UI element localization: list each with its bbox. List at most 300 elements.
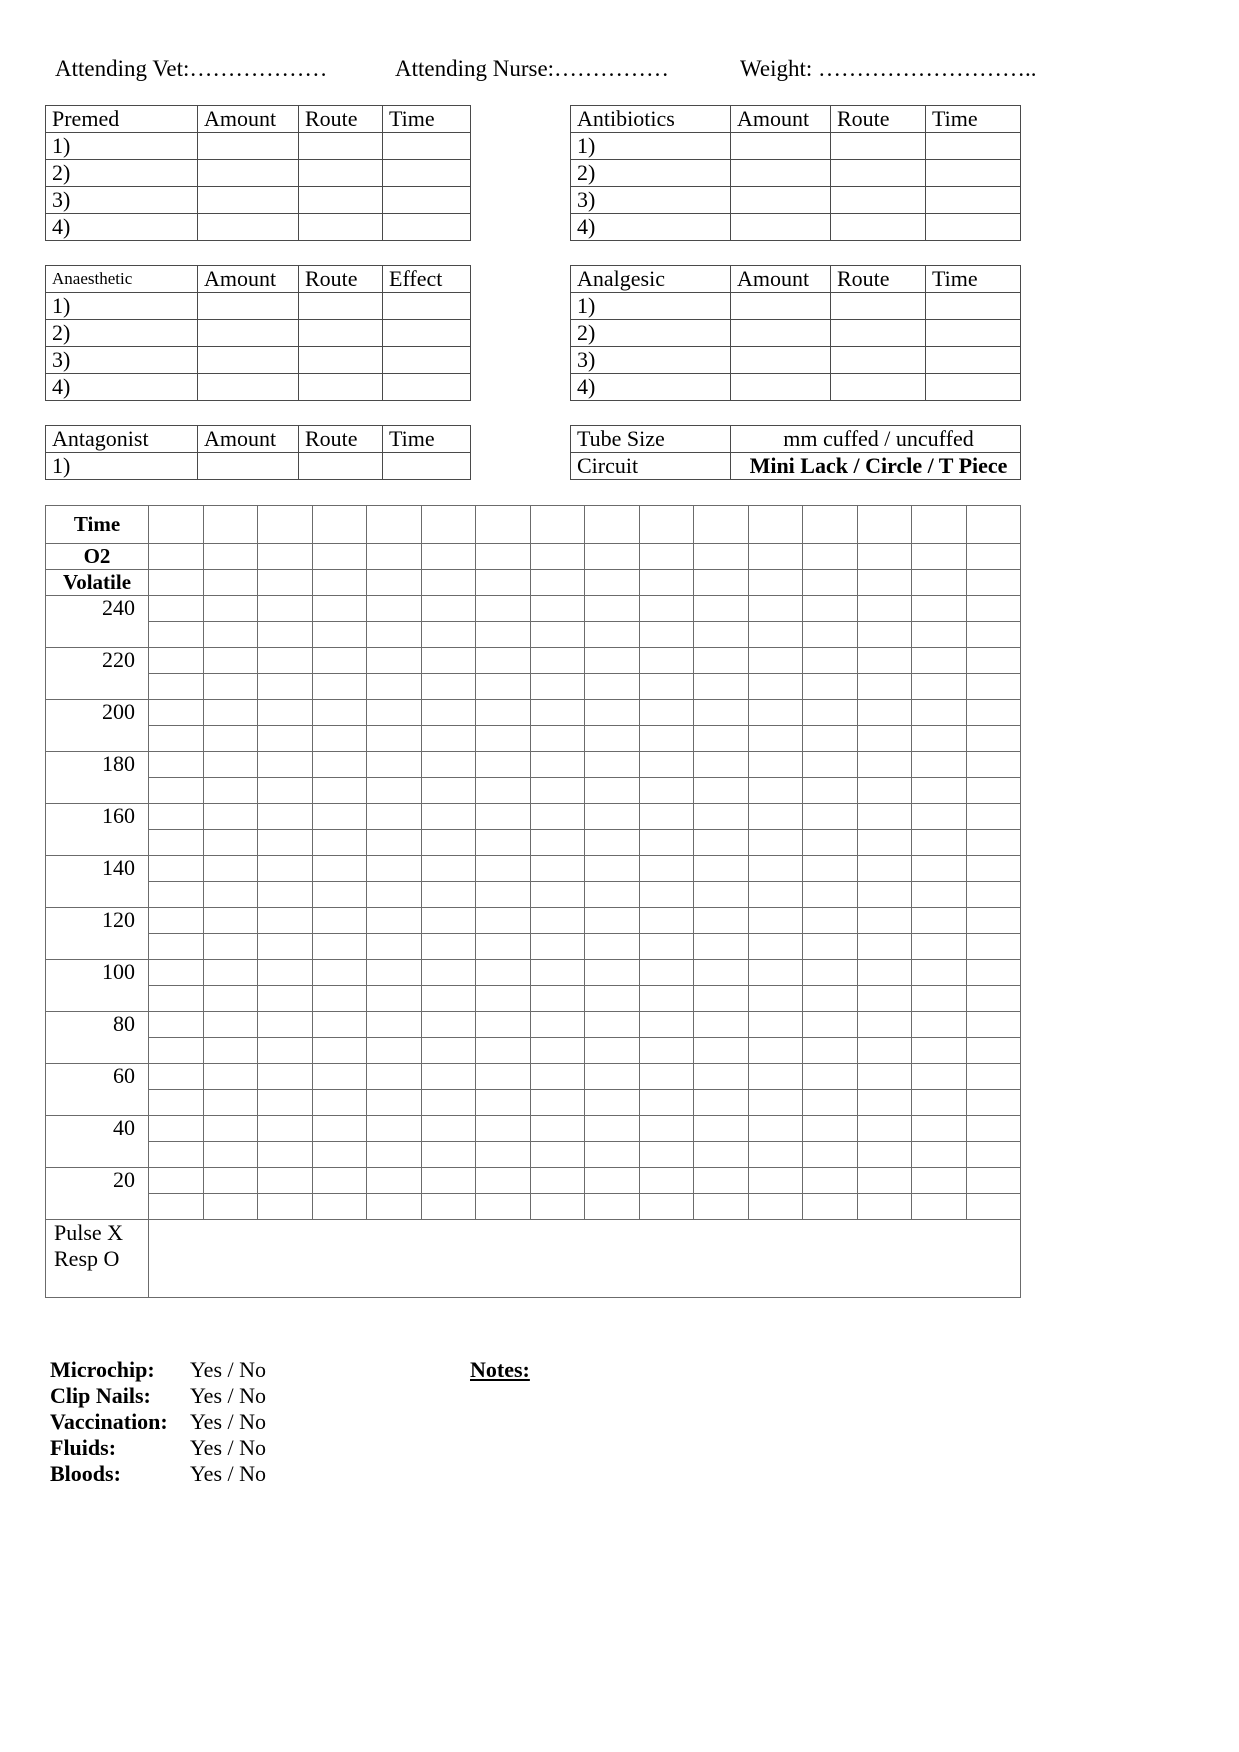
chart-o2-cell[interactable] xyxy=(857,544,912,570)
chart-plot-cell[interactable] xyxy=(803,830,858,856)
chart-plot-cell[interactable] xyxy=(476,1064,531,1090)
chart-plot-cell[interactable] xyxy=(912,726,967,752)
chart-plot-cell[interactable] xyxy=(694,622,749,648)
chart-plot-cell[interactable] xyxy=(966,908,1021,934)
chart-plot-cell[interactable] xyxy=(476,1090,531,1116)
chart-plot-cell[interactable] xyxy=(857,1038,912,1064)
chart-plot-cell[interactable] xyxy=(694,908,749,934)
chart-plot-cell[interactable] xyxy=(803,908,858,934)
chart-plot-cell[interactable] xyxy=(748,1038,803,1064)
chart-plot-cell[interactable] xyxy=(203,596,258,622)
chart-plot-cell[interactable] xyxy=(803,674,858,700)
premed-route-4[interactable] xyxy=(299,214,383,241)
chart-plot-cell[interactable] xyxy=(639,804,694,830)
chart-plot-cell[interactable] xyxy=(476,700,531,726)
chart-o2-cell[interactable] xyxy=(258,544,313,570)
chart-plot-cell[interactable] xyxy=(966,1194,1021,1220)
chart-plot-cell[interactable] xyxy=(149,700,204,726)
chart-time-cell[interactable] xyxy=(149,506,204,544)
chart-plot-cell[interactable] xyxy=(585,674,640,700)
anaesthetic-route-3[interactable] xyxy=(299,347,383,374)
chart-plot-cell[interactable] xyxy=(203,1194,258,1220)
analgesic-route-4[interactable] xyxy=(831,374,926,401)
chart-plot-cell[interactable] xyxy=(530,1168,585,1194)
chart-plot-cell[interactable] xyxy=(585,934,640,960)
chart-plot-cell[interactable] xyxy=(367,700,422,726)
chart-plot-cell[interactable] xyxy=(203,622,258,648)
premed-route-1[interactable] xyxy=(299,133,383,160)
chart-plot-cell[interactable] xyxy=(476,1194,531,1220)
chart-plot-cell[interactable] xyxy=(530,1194,585,1220)
chart-o2-cell[interactable] xyxy=(149,544,204,570)
chart-plot-cell[interactable] xyxy=(585,960,640,986)
chart-plot-cell[interactable] xyxy=(966,648,1021,674)
chart-plot-cell[interactable] xyxy=(530,882,585,908)
chart-plot-cell[interactable] xyxy=(694,934,749,960)
chart-plot-cell[interactable] xyxy=(530,726,585,752)
chart-plot-cell[interactable] xyxy=(966,1090,1021,1116)
chart-plot-cell[interactable] xyxy=(912,1038,967,1064)
chart-volatile-cell[interactable] xyxy=(203,570,258,596)
chart-plot-cell[interactable] xyxy=(421,986,476,1012)
chart-o2-cell[interactable] xyxy=(421,544,476,570)
chart-plot-cell[interactable] xyxy=(421,726,476,752)
chart-plot-cell[interactable] xyxy=(694,1194,749,1220)
chart-plot-cell[interactable] xyxy=(857,622,912,648)
chart-plot-cell[interactable] xyxy=(748,1168,803,1194)
chart-plot-cell[interactable] xyxy=(367,1194,422,1220)
chart-plot-cell[interactable] xyxy=(476,1142,531,1168)
chart-plot-cell[interactable] xyxy=(476,596,531,622)
chart-plot-cell[interactable] xyxy=(149,1012,204,1038)
chart-plot-cell[interactable] xyxy=(639,622,694,648)
chart-plot-cell[interactable] xyxy=(476,908,531,934)
chart-plot-cell[interactable] xyxy=(966,700,1021,726)
chart-plot-cell[interactable] xyxy=(639,1090,694,1116)
chart-plot-cell[interactable] xyxy=(367,752,422,778)
chart-plot-cell[interactable] xyxy=(585,726,640,752)
chart-plot-cell[interactable] xyxy=(203,1142,258,1168)
chart-time-cell[interactable] xyxy=(476,506,531,544)
chart-plot-cell[interactable] xyxy=(585,648,640,674)
chart-plot-cell[interactable] xyxy=(966,986,1021,1012)
chart-plot-cell[interactable] xyxy=(258,986,313,1012)
chart-plot-cell[interactable] xyxy=(312,648,367,674)
chart-plot-cell[interactable] xyxy=(149,752,204,778)
chart-plot-cell[interactable] xyxy=(639,700,694,726)
chart-plot-cell[interactable] xyxy=(421,622,476,648)
chart-plot-cell[interactable] xyxy=(857,804,912,830)
chart-plot-cell[interactable] xyxy=(912,830,967,856)
chart-plot-cell[interactable] xyxy=(694,1012,749,1038)
chart-plot-cell[interactable] xyxy=(912,596,967,622)
chart-plot-cell[interactable] xyxy=(857,934,912,960)
chart-plot-cell[interactable] xyxy=(966,804,1021,830)
anaesthetic-amount-1[interactable] xyxy=(198,293,299,320)
chart-plot-cell[interactable] xyxy=(530,1064,585,1090)
chart-plot-cell[interactable] xyxy=(476,1038,531,1064)
chart-plot-cell[interactable] xyxy=(149,1168,204,1194)
chart-plot-cell[interactable] xyxy=(748,700,803,726)
chart-plot-cell[interactable] xyxy=(966,726,1021,752)
chart-plot-cell[interactable] xyxy=(803,752,858,778)
chart-plot-cell[interactable] xyxy=(421,674,476,700)
antibiotics-amount-4[interactable] xyxy=(731,214,831,241)
analgesic-route-2[interactable] xyxy=(831,320,926,347)
chart-plot-cell[interactable] xyxy=(312,1116,367,1142)
premed-time-1[interactable] xyxy=(383,133,471,160)
chart-plot-cell[interactable] xyxy=(312,882,367,908)
chart-plot-cell[interactable] xyxy=(694,960,749,986)
chart-o2-cell[interactable] xyxy=(803,544,858,570)
chart-plot-cell[interactable] xyxy=(258,804,313,830)
chart-plot-cell[interactable] xyxy=(149,674,204,700)
anaesthetic-effect-1[interactable] xyxy=(383,293,471,320)
chart-plot-cell[interactable] xyxy=(694,648,749,674)
chart-plot-cell[interactable] xyxy=(312,778,367,804)
chart-plot-cell[interactable] xyxy=(530,596,585,622)
chart-plot-cell[interactable] xyxy=(912,622,967,648)
chart-plot-cell[interactable] xyxy=(367,908,422,934)
chart-plot-cell[interactable] xyxy=(585,1064,640,1090)
chart-plot-cell[interactable] xyxy=(203,752,258,778)
chart-plot-cell[interactable] xyxy=(476,752,531,778)
chart-plot-cell[interactable] xyxy=(476,882,531,908)
chart-plot-cell[interactable] xyxy=(639,648,694,674)
chart-plot-cell[interactable] xyxy=(312,700,367,726)
chart-o2-cell[interactable] xyxy=(639,544,694,570)
chart-plot-cell[interactable] xyxy=(203,1012,258,1038)
chart-plot-cell[interactable] xyxy=(912,934,967,960)
chart-plot-cell[interactable] xyxy=(912,1012,967,1038)
antagonist-amount-1[interactable] xyxy=(198,453,299,480)
chart-plot-cell[interactable] xyxy=(857,700,912,726)
chart-plot-cell[interactable] xyxy=(203,830,258,856)
chart-plot-cell[interactable] xyxy=(203,700,258,726)
chart-plot-cell[interactable] xyxy=(912,804,967,830)
analgesic-amount-2[interactable] xyxy=(731,320,831,347)
chart-plot-cell[interactable] xyxy=(367,674,422,700)
chart-plot-cell[interactable] xyxy=(421,1038,476,1064)
chart-plot-cell[interactable] xyxy=(258,700,313,726)
anaesthetic-route-1[interactable] xyxy=(299,293,383,320)
chart-time-cell[interactable] xyxy=(912,506,967,544)
antibiotics-time-3[interactable] xyxy=(926,187,1021,214)
chart-plot-cell[interactable] xyxy=(585,908,640,934)
chart-plot-cell[interactable] xyxy=(476,1116,531,1142)
anaesthetic-effect-4[interactable] xyxy=(383,374,471,401)
chart-plot-cell[interactable] xyxy=(258,778,313,804)
chart-plot-cell[interactable] xyxy=(149,1116,204,1142)
chart-plot-cell[interactable] xyxy=(149,830,204,856)
chart-plot-cell[interactable] xyxy=(203,882,258,908)
chart-plot-cell[interactable] xyxy=(585,1142,640,1168)
chart-plot-cell[interactable] xyxy=(203,804,258,830)
chart-plot-cell[interactable] xyxy=(748,804,803,830)
chart-volatile-cell[interactable] xyxy=(639,570,694,596)
chart-plot-cell[interactable] xyxy=(312,908,367,934)
chart-plot-cell[interactable] xyxy=(258,1194,313,1220)
chart-plot-cell[interactable] xyxy=(803,986,858,1012)
chart-o2-cell[interactable] xyxy=(476,544,531,570)
chart-plot-cell[interactable] xyxy=(857,726,912,752)
chart-plot-cell[interactable] xyxy=(476,674,531,700)
chart-plot-cell[interactable] xyxy=(149,882,204,908)
chart-volatile-cell[interactable] xyxy=(258,570,313,596)
chart-plot-cell[interactable] xyxy=(639,882,694,908)
chart-plot-cell[interactable] xyxy=(149,1194,204,1220)
chart-plot-cell[interactable] xyxy=(694,1168,749,1194)
chart-o2-cell[interactable] xyxy=(203,544,258,570)
analgesic-amount-4[interactable] xyxy=(731,374,831,401)
chart-plot-cell[interactable] xyxy=(966,1012,1021,1038)
chart-plot-cell[interactable] xyxy=(258,1090,313,1116)
chart-time-cell[interactable] xyxy=(639,506,694,544)
chart-plot-cell[interactable] xyxy=(857,1116,912,1142)
chart-plot-cell[interactable] xyxy=(966,1116,1021,1142)
chart-plot-cell[interactable] xyxy=(476,1012,531,1038)
chart-plot-cell[interactable] xyxy=(803,648,858,674)
chart-plot-cell[interactable] xyxy=(857,1090,912,1116)
chart-plot-cell[interactable] xyxy=(203,934,258,960)
premed-time-3[interactable] xyxy=(383,187,471,214)
chart-volatile-cell[interactable] xyxy=(966,570,1021,596)
chart-plot-cell[interactable] xyxy=(421,1090,476,1116)
chart-plot-cell[interactable] xyxy=(203,778,258,804)
chart-plot-cell[interactable] xyxy=(857,882,912,908)
antibiotics-time-1[interactable] xyxy=(926,133,1021,160)
chart-plot-cell[interactable] xyxy=(258,1168,313,1194)
chart-plot-cell[interactable] xyxy=(694,752,749,778)
chart-plot-cell[interactable] xyxy=(748,830,803,856)
chart-plot-cell[interactable] xyxy=(966,960,1021,986)
chart-o2-cell[interactable] xyxy=(530,544,585,570)
chart-plot-cell[interactable] xyxy=(803,882,858,908)
chart-plot-cell[interactable] xyxy=(639,960,694,986)
chart-plot-cell[interactable] xyxy=(476,648,531,674)
chart-plot-cell[interactable] xyxy=(258,856,313,882)
premed-time-4[interactable] xyxy=(383,214,471,241)
chart-plot-cell[interactable] xyxy=(312,934,367,960)
chart-plot-cell[interactable] xyxy=(694,882,749,908)
chart-plot-cell[interactable] xyxy=(585,778,640,804)
analgesic-time-4[interactable] xyxy=(926,374,1021,401)
chart-plot-cell[interactable] xyxy=(966,778,1021,804)
chart-volatile-cell[interactable] xyxy=(585,570,640,596)
chart-plot-cell[interactable] xyxy=(367,1012,422,1038)
chart-plot-cell[interactable] xyxy=(857,856,912,882)
chart-plot-cell[interactable] xyxy=(258,882,313,908)
chart-plot-cell[interactable] xyxy=(966,1064,1021,1090)
chart-plot-cell[interactable] xyxy=(312,1012,367,1038)
chart-plot-cell[interactable] xyxy=(149,1142,204,1168)
analgesic-time-3[interactable] xyxy=(926,347,1021,374)
chart-plot-cell[interactable] xyxy=(748,752,803,778)
chart-plot-cell[interactable] xyxy=(857,960,912,986)
chart-plot-cell[interactable] xyxy=(258,1038,313,1064)
chart-plot-cell[interactable] xyxy=(857,648,912,674)
chart-plot-cell[interactable] xyxy=(585,1038,640,1064)
chart-plot-cell[interactable] xyxy=(149,1038,204,1064)
chart-plot-cell[interactable] xyxy=(367,830,422,856)
chart-plot-cell[interactable] xyxy=(639,674,694,700)
chart-plot-cell[interactable] xyxy=(748,908,803,934)
chart-plot-cell[interactable] xyxy=(803,778,858,804)
chart-plot-cell[interactable] xyxy=(966,1168,1021,1194)
chart-time-cell[interactable] xyxy=(312,506,367,544)
antibiotics-route-3[interactable] xyxy=(831,187,926,214)
chart-plot-cell[interactable] xyxy=(258,648,313,674)
chart-plot-cell[interactable] xyxy=(312,596,367,622)
chart-plot-cell[interactable] xyxy=(421,596,476,622)
chart-plot-cell[interactable] xyxy=(912,1090,967,1116)
chart-plot-cell[interactable] xyxy=(421,700,476,726)
chart-plot-cell[interactable] xyxy=(966,1142,1021,1168)
chart-plot-cell[interactable] xyxy=(367,1142,422,1168)
chart-plot-cell[interactable] xyxy=(312,830,367,856)
chart-plot-cell[interactable] xyxy=(694,1090,749,1116)
chart-plot-cell[interactable] xyxy=(912,1168,967,1194)
chart-plot-cell[interactable] xyxy=(367,648,422,674)
chart-volatile-cell[interactable] xyxy=(421,570,476,596)
chart-plot-cell[interactable] xyxy=(367,1116,422,1142)
chart-plot-cell[interactable] xyxy=(312,1168,367,1194)
anaesthetic-amount-3[interactable] xyxy=(198,347,299,374)
chart-plot-cell[interactable] xyxy=(694,986,749,1012)
chart-plot-cell[interactable] xyxy=(312,622,367,648)
chart-volatile-cell[interactable] xyxy=(694,570,749,596)
premed-amount-2[interactable] xyxy=(198,160,299,187)
chart-plot-cell[interactable] xyxy=(639,1194,694,1220)
chart-plot-cell[interactable] xyxy=(803,804,858,830)
chart-plot-cell[interactable] xyxy=(258,908,313,934)
chart-plot-cell[interactable] xyxy=(803,726,858,752)
chart-plot-cell[interactable] xyxy=(857,1168,912,1194)
chart-plot-cell[interactable] xyxy=(966,752,1021,778)
chart-plot-cell[interactable] xyxy=(421,1194,476,1220)
chart-plot-cell[interactable] xyxy=(203,674,258,700)
chart-plot-cell[interactable] xyxy=(530,700,585,726)
chart-plot-cell[interactable] xyxy=(694,1142,749,1168)
chart-plot-cell[interactable] xyxy=(421,1012,476,1038)
chart-plot-cell[interactable] xyxy=(912,1064,967,1090)
chart-time-cell[interactable] xyxy=(585,506,640,544)
chart-plot-cell[interactable] xyxy=(639,596,694,622)
attending-nurse-field[interactable]: Attending Nurse:…………… xyxy=(395,56,670,81)
chart-time-cell[interactable] xyxy=(857,506,912,544)
chart-o2-cell[interactable] xyxy=(585,544,640,570)
chart-plot-cell[interactable] xyxy=(530,1142,585,1168)
chart-o2-cell[interactable] xyxy=(367,544,422,570)
chart-plot-cell[interactable] xyxy=(912,856,967,882)
chart-plot-cell[interactable] xyxy=(476,960,531,986)
chart-volatile-cell[interactable] xyxy=(149,570,204,596)
chart-plot-cell[interactable] xyxy=(312,1038,367,1064)
chart-plot-cell[interactable] xyxy=(639,934,694,960)
chart-plot-cell[interactable] xyxy=(748,1194,803,1220)
chart-plot-cell[interactable] xyxy=(149,726,204,752)
premed-route-2[interactable] xyxy=(299,160,383,187)
chart-plot-cell[interactable] xyxy=(530,674,585,700)
chart-time-cell[interactable] xyxy=(203,506,258,544)
chart-plot-cell[interactable] xyxy=(149,778,204,804)
attending-vet-field[interactable]: Attending Vet:……………… xyxy=(55,56,328,81)
chart-plot-cell[interactable] xyxy=(149,934,204,960)
analgesic-time-1[interactable] xyxy=(926,293,1021,320)
chart-plot-cell[interactable] xyxy=(803,856,858,882)
chart-plot-cell[interactable] xyxy=(585,1116,640,1142)
chart-time-cell[interactable] xyxy=(694,506,749,544)
chart-plot-cell[interactable] xyxy=(149,804,204,830)
chart-plot-cell[interactable] xyxy=(203,726,258,752)
chart-plot-cell[interactable] xyxy=(694,804,749,830)
chart-plot-cell[interactable] xyxy=(421,1064,476,1090)
chart-plot-cell[interactable] xyxy=(258,674,313,700)
chart-plot-cell[interactable] xyxy=(803,1012,858,1038)
chart-plot-cell[interactable] xyxy=(694,1038,749,1064)
chart-plot-cell[interactable] xyxy=(258,1142,313,1168)
chart-plot-cell[interactable] xyxy=(803,1064,858,1090)
chart-plot-cell[interactable] xyxy=(476,804,531,830)
chart-plot-cell[interactable] xyxy=(312,960,367,986)
chart-plot-cell[interactable] xyxy=(912,1194,967,1220)
chart-plot-cell[interactable] xyxy=(203,908,258,934)
chart-plot-cell[interactable] xyxy=(367,856,422,882)
chart-plot-cell[interactable] xyxy=(421,648,476,674)
antibiotics-time-4[interactable] xyxy=(926,214,1021,241)
chart-plot-cell[interactable] xyxy=(912,882,967,908)
chart-plot-cell[interactable] xyxy=(639,1116,694,1142)
anaesthetic-effect-2[interactable] xyxy=(383,320,471,347)
chart-plot-cell[interactable] xyxy=(530,960,585,986)
chart-plot-cell[interactable] xyxy=(639,752,694,778)
chart-plot-cell[interactable] xyxy=(312,986,367,1012)
chart-plot-cell[interactable] xyxy=(149,1090,204,1116)
chart-plot-cell[interactable] xyxy=(912,778,967,804)
antibiotics-amount-2[interactable] xyxy=(731,160,831,187)
chart-time-cell[interactable] xyxy=(421,506,476,544)
chart-plot-cell[interactable] xyxy=(585,1090,640,1116)
chart-plot-cell[interactable] xyxy=(912,908,967,934)
chart-plot-cell[interactable] xyxy=(258,596,313,622)
chart-plot-cell[interactable] xyxy=(258,726,313,752)
chart-plot-cell[interactable] xyxy=(748,1012,803,1038)
premed-time-2[interactable] xyxy=(383,160,471,187)
chart-plot-cell[interactable] xyxy=(312,1194,367,1220)
checklist-value-bloods[interactable]: Yes / No xyxy=(190,1461,267,1486)
antagonist-route-1[interactable] xyxy=(299,453,383,480)
anaesthetic-effect-3[interactable] xyxy=(383,347,471,374)
chart-plot-cell[interactable] xyxy=(803,960,858,986)
chart-volatile-cell[interactable] xyxy=(367,570,422,596)
chart-plot-cell[interactable] xyxy=(694,700,749,726)
chart-plot-cell[interactable] xyxy=(912,1116,967,1142)
anaesthetic-amount-4[interactable] xyxy=(198,374,299,401)
chart-plot-cell[interactable] xyxy=(857,1142,912,1168)
chart-plot-cell[interactable] xyxy=(748,934,803,960)
chart-plot-cell[interactable] xyxy=(912,960,967,986)
chart-plot-cell[interactable] xyxy=(530,830,585,856)
chart-plot-cell[interactable] xyxy=(694,674,749,700)
chart-plot-cell[interactable] xyxy=(476,622,531,648)
chart-plot-cell[interactable] xyxy=(694,596,749,622)
chart-plot-cell[interactable] xyxy=(421,882,476,908)
chart-plot-cell[interactable] xyxy=(476,986,531,1012)
chart-plot-cell[interactable] xyxy=(803,1090,858,1116)
chart-plot-cell[interactable] xyxy=(367,1090,422,1116)
chart-plot-cell[interactable] xyxy=(367,1038,422,1064)
chart-plot-cell[interactable] xyxy=(258,1116,313,1142)
